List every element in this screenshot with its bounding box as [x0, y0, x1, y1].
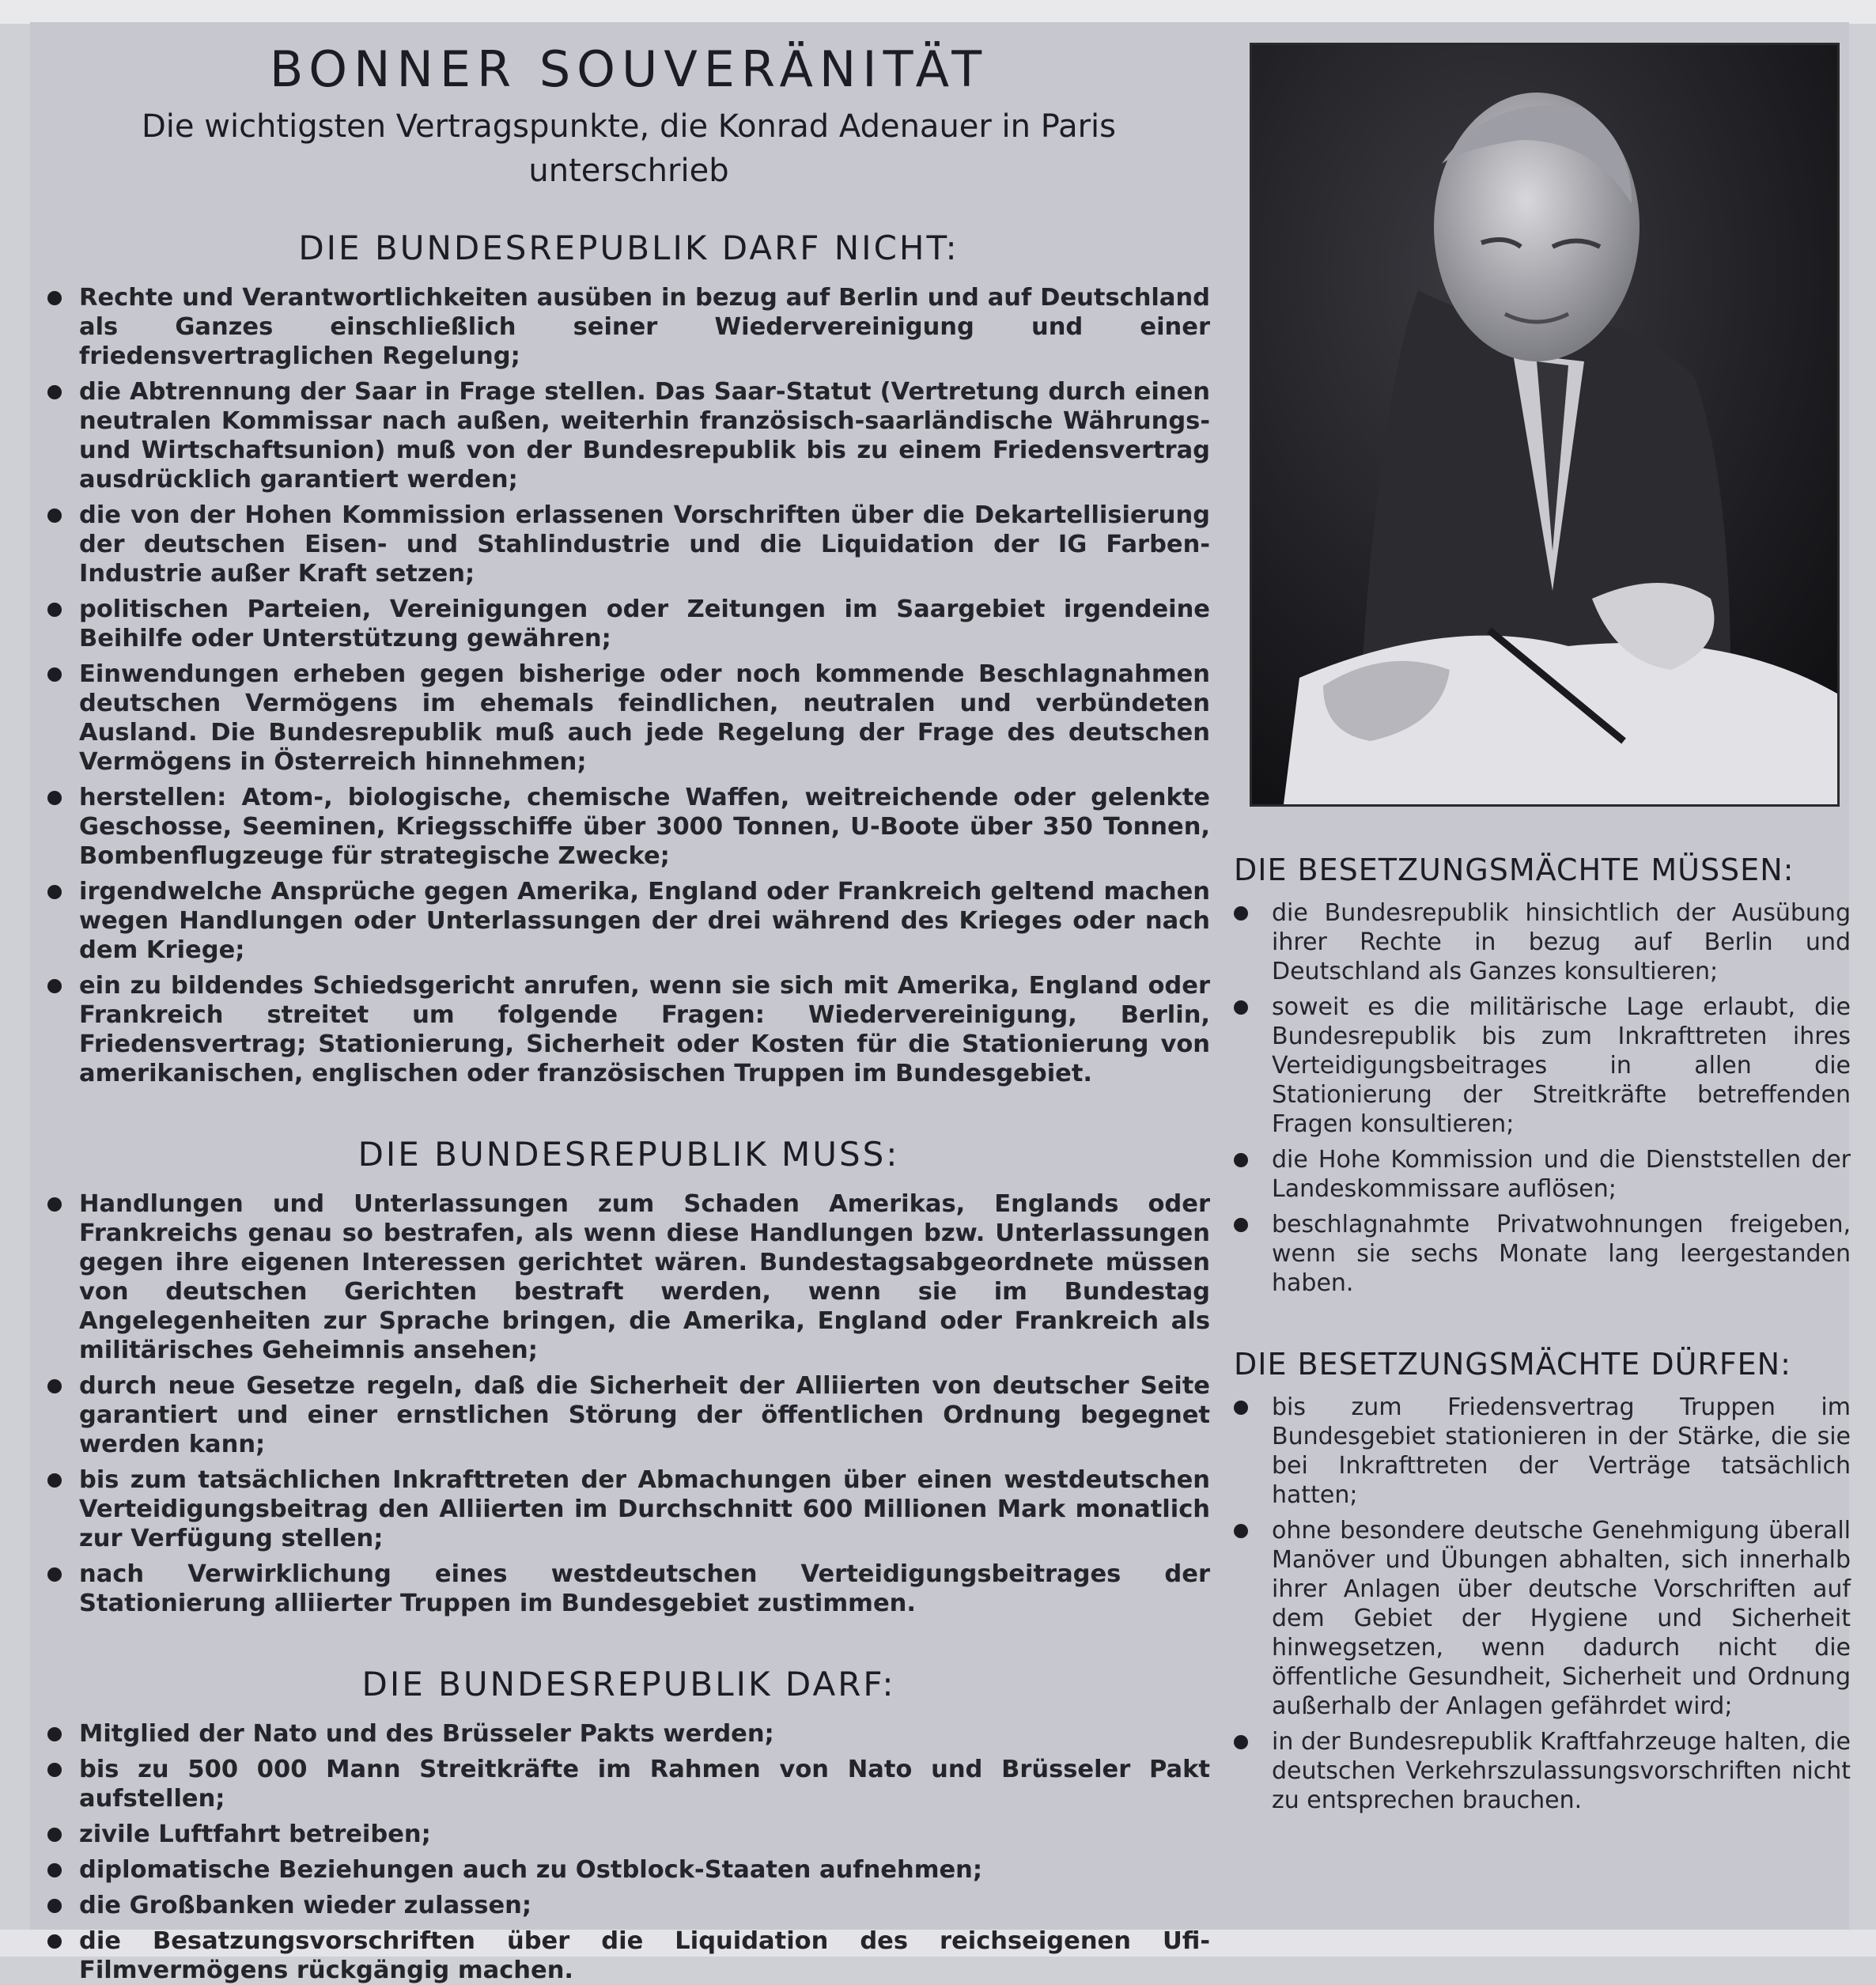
section-muss	[47, 1131, 1210, 1618]
bullet-icon	[47, 291, 62, 305]
section-heading: DIE BUNDESREPUBLIK DARF:	[361, 1665, 896, 1703]
list-item: Mitglied der Nato und des Brüsseler Pakts werden;	[47, 1719, 1210, 1749]
bullet-icon	[47, 1197, 62, 1212]
list-item: ohne besondere deutsche Genehmigung überall Manöver und Übungen abhalten, sich innerhalb ihrer Anlagen über deutsche Vorschriften auf dem Gebiet der Hygiene und Sicherheit hinwegsetzen, wenn dadurch nicht die öffentliche Gesundheit, Sicherheit und Ordnung außerhalb der Anlagen gefährdet wird;	[1234, 1516, 1851, 1721]
section-heading: DIE BESETZUNGSMÄCHTE DÜRFEN:	[1234, 1347, 1791, 1382]
bullet-icon	[1234, 1524, 1248, 1538]
list-item: bis zum Friedensvertrag Truppen im Bundesgebiet stationieren in der Stärke, die sie bei Inkrafttreten der Verträge tatsächlich hatten;	[1234, 1393, 1851, 1510]
photo-illustration	[1252, 45, 1837, 804]
section-heading: DIE BESETZUNGSMÄCHTE MÜSSEN:	[1234, 853, 1795, 887]
item-list	[1234, 1393, 1851, 1815]
left-column	[47, 32, 1210, 1984]
list-item: bis zu 500 000 Mann Streitkräfte im Rahmen von Nato und Brüsseler Pakt aufstellen;	[47, 1755, 1210, 1813]
list-item: politischen Parteien, Vereinigungen oder Zeitungen im Saargebiet irgendeine Beihilfe oder Unterstützung gewähren;	[47, 595, 1210, 653]
bullet-icon	[47, 791, 62, 805]
section-heading: DIE BUNDESREPUBLIK DARF NICHT:	[298, 229, 959, 267]
section-heading: DIE BUNDESREPUBLIK MUSS:	[357, 1135, 900, 1174]
list-item: irgendwelche Ansprüche gegen Amerika, England oder Frankreich geltend machen wegen Handlungen oder Unterlassungen der drei während des Krieges oder nach dem Kriege;	[47, 877, 1210, 965]
article-title: BONNER SOUVERÄNITÄT	[269, 40, 989, 98]
list-item: soweit es die militärische Lage erlaubt, die Bundesrepublik bis zum Inkrafttreten ihres Verteidigungsbeitrages in allen die Stationierung der Streitkräfte betreffenden Fragen konsultieren;	[1234, 992, 1851, 1139]
list-item: diplomatische Beziehungen auch zu Ostblock-Staaten aufnehmen;	[47, 1855, 1210, 1885]
item-list	[47, 283, 1210, 1088]
bullet-icon	[47, 603, 62, 617]
right-column	[1234, 32, 1851, 1930]
bullet-icon	[1234, 906, 1248, 921]
list-item: Handlungen und Unterlassungen zum Schaden Amerikas, Englands oder Frankreichs genau so bestrafen, als wenn diese Handlungen bzw. Unterlassungen gegen ihre eigenen Interessen gerichtet wären. Bundestagsabgeordnete müssen von deutschen Gerichten bestraft werden, wenn sie im Bundestag Angelegenheiten zur Sprache bringen, die Amerika, England oder Frankreich als militärisches Geheimnis ansehen;	[47, 1189, 1210, 1365]
bullet-icon	[47, 885, 62, 899]
list-item: Rechte und Verantwortlichkeiten ausüben in bezug auf Berlin und auf Deutschland als Ganzes einschließlich seiner Wiedervereinigung und einer friedensvertraglichen Regelung;	[47, 283, 1210, 371]
section-duerfen	[1234, 1340, 1851, 1815]
bullet-icon	[47, 1863, 62, 1877]
bullet-icon	[47, 1473, 62, 1488]
section-darf-nicht	[47, 225, 1210, 1088]
list-item: die Abtrennung der Saar in Frage stellen. Das Saar-Statut (Vertretung durch einen neutralen Kommissar nach außen, weiterhin französisch-saarländische Währungs- und Wirtschaftsunion) muß von der Bundesrepublik bis zu einem Friedensvertrag ausdrücklich garantiert werden;	[47, 377, 1210, 494]
bullet-icon	[47, 385, 62, 399]
list-item: die Großbanken wieder zulassen;	[47, 1891, 1210, 1920]
list-item: die von der Hohen Kommission erlassenen Vorschriften über die Dekartellisierung der deutschen Eisen- und Stahlindustrie und die Liquidation der IG Farben-Industrie außer Kraft setzen;	[47, 501, 1210, 588]
article-subtitle: Die wichtigsten Vertragspunkte, die Konrad Adenauer in Paris unterschrieb	[142, 108, 1116, 189]
bullet-icon	[1234, 1000, 1248, 1015]
item-list	[1234, 898, 1851, 1298]
bullet-icon	[47, 1934, 62, 1949]
list-item: beschlagnahmte Privatwohnungen freigeben, wenn sie sechs Monate lang leergestanden haben.	[1234, 1210, 1851, 1298]
list-item: herstellen: Atom-, biologische, chemische Waffen, weitreichende oder gelenkte Geschosse, Seeminen, Kriegsschiffe über 3000 Tonnen, U-Boote über 350 Tonnen, Bombenflugzeuge für strategische Zwecke;	[47, 783, 1210, 871]
bullet-icon	[47, 1828, 62, 1842]
list-item: Einwendungen erheben gegen bisherige oder noch kommende Beschlagnahmen deutschen Vermögens im ehemals feindlichen, neutralen und verbündeten Ausland. Die Bundesrepublik muß auch jede Regelung der Frage des deutschen Vermögens in Österreich hinnehmen;	[47, 660, 1210, 777]
list-item: die Bundesrepublik hinsichtlich der Ausübung ihrer Rechte in bezug auf Berlin und Deutschland als Ganzes konsultieren;	[1234, 898, 1851, 986]
list-item: die Besatzungsvorschriften über die Liquidation des reichseigenen Ufi-Filmvermögens rückgängig machen.	[47, 1926, 1210, 1985]
bullet-icon	[47, 979, 62, 993]
section-darf	[47, 1661, 1210, 1985]
item-list	[47, 1719, 1210, 1985]
bullet-icon	[47, 1727, 62, 1741]
adenauer-photo	[1250, 43, 1840, 807]
list-item: durch neue Gesetze regeln, daß die Sicherheit der Alliierten von deutscher Seite garantiert und einer ernstlichen Störung der öffentlichen Ordnung begegnet werden kann;	[47, 1371, 1210, 1459]
bullet-icon	[1234, 1735, 1248, 1749]
bullet-icon	[47, 1763, 62, 1777]
list-item: bis zum tatsächlichen Inkrafttreten der Abmachungen über einen westdeutschen Verteidigungsbeitrag den Alliierten im Durchschnitt 600 Millionen Mark monatlich zur Verfügung stellen;	[47, 1465, 1210, 1553]
list-item: nach Verwirklichung eines westdeutschen Verteidigungsbeitrages der Stationierung alliierter Truppen im Bundesgebiet zustimmen.	[47, 1560, 1210, 1618]
bullet-icon	[1234, 1218, 1248, 1232]
bullet-icon	[47, 1567, 62, 1582]
list-item: ein zu bildendes Schiedsgericht anrufen, wenn sie sich mit Amerika, England oder Frankreich streitet um folgende Fragen: Wiedervereinigung, Berlin, Friedensvertrag; Stationierung, Sicherheit oder Kosten für die Stationierung von amerikanischen, englischen oder französischen Truppen im Bundesgebiet.	[47, 971, 1210, 1088]
bullet-icon	[1234, 1401, 1248, 1415]
list-item: die Hohe Kommission und die Dienststellen der Landeskommissare auflösen;	[1234, 1145, 1851, 1204]
top-margin	[0, 0, 1876, 24]
item-list	[47, 1189, 1210, 1618]
bullet-icon	[47, 1379, 62, 1393]
list-item: zivile Luftfahrt betreiben;	[47, 1820, 1210, 1849]
section-muessen	[1234, 846, 1851, 1298]
bullet-icon	[47, 509, 62, 523]
bullet-icon	[47, 667, 62, 682]
list-item: in der Bundesrepublik Kraftfahrzeuge halten, die deutschen Verkehrszulassungsvorschriften nicht zu entsprechen brauchen.	[1234, 1727, 1851, 1815]
bullet-icon	[1234, 1153, 1248, 1167]
bullet-icon	[47, 1899, 62, 1913]
